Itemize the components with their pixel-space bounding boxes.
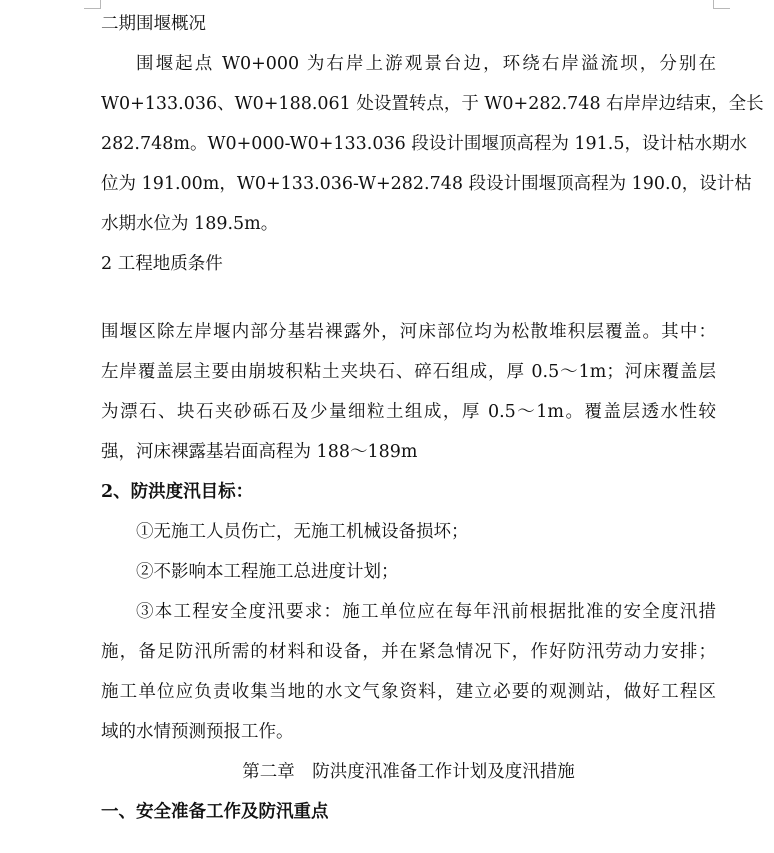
- paragraph-line: 围堰起点 W0+000 为右岸上游观景台边，环绕右岸溢流坝，分别在: [136, 54, 716, 74]
- heading-flood-targets: 2、防洪度汛目标：: [101, 482, 254, 502]
- list-item: ②不影响本工程施工总进度计划；: [136, 562, 399, 582]
- document-body: [101, 4, 764, 284]
- chapter-title: 第二章 防洪度汛准备工作计划及度汛措施: [242, 762, 575, 782]
- heading-geology: 2 工程地质条件: [101, 254, 223, 274]
- heading-phase2-cofferdam: 二期围堰概况: [101, 14, 206, 34]
- paragraph-line: 围堰区除左岸堰内部分基岩裸露外，河床部位均为松散堆积层覆盖。其中：: [101, 322, 716, 342]
- document-body-2: [101, 312, 716, 832]
- paragraph-line: 域的水情预测预报工作。: [101, 722, 294, 742]
- paragraph-line: W0+133.036、W0+188.061 处设置转点，于 W0+282.748 右岸岸边结束，全长: [101, 94, 764, 114]
- paragraph-line: 强，河床裸露基岩面高程为 188～189m: [101, 442, 418, 462]
- paragraph-line: 左岸覆盖层主要由崩坡积粘土夹块石、碎石组成，厚 0.5～1m；河床覆盖层: [101, 362, 716, 382]
- list-item: ③本工程安全度汛要求：施工单位应在每年汛前根据批准的安全度汛措: [136, 602, 716, 622]
- paragraph-line: 施工单位应负责收集当地的水文气象资料，建立必要的观测站，做好工程区: [101, 682, 716, 702]
- paragraph-line: 水期水位为 189.5m。: [101, 214, 279, 234]
- paragraph-line: 为漂石、块石夹砂砾石及少量细粒土组成，厚 0.5～1m。覆盖层透水性较: [101, 402, 716, 422]
- paragraph-line: 施，备足防汛所需的材料和设备，并在紧急情况下，作好防汛劳动力安排；: [101, 642, 716, 662]
- section-title: 一、安全准备工作及防汛重点: [101, 802, 329, 822]
- paragraph-line: 282.748m。W0+000-W0+133.036 段设计围堰顶高程为 191.5，设计枯水期水: [101, 134, 747, 154]
- list-item: ①无施工人员伤亡，无施工机械设备损坏；: [136, 522, 469, 542]
- paragraph-line: 位为 191.00m，W0+133.036-W+282.748 段设计围堰顶高程为 190.0，设计枯: [101, 174, 752, 194]
- page-corner-mark-left: [84, 0, 101, 9]
